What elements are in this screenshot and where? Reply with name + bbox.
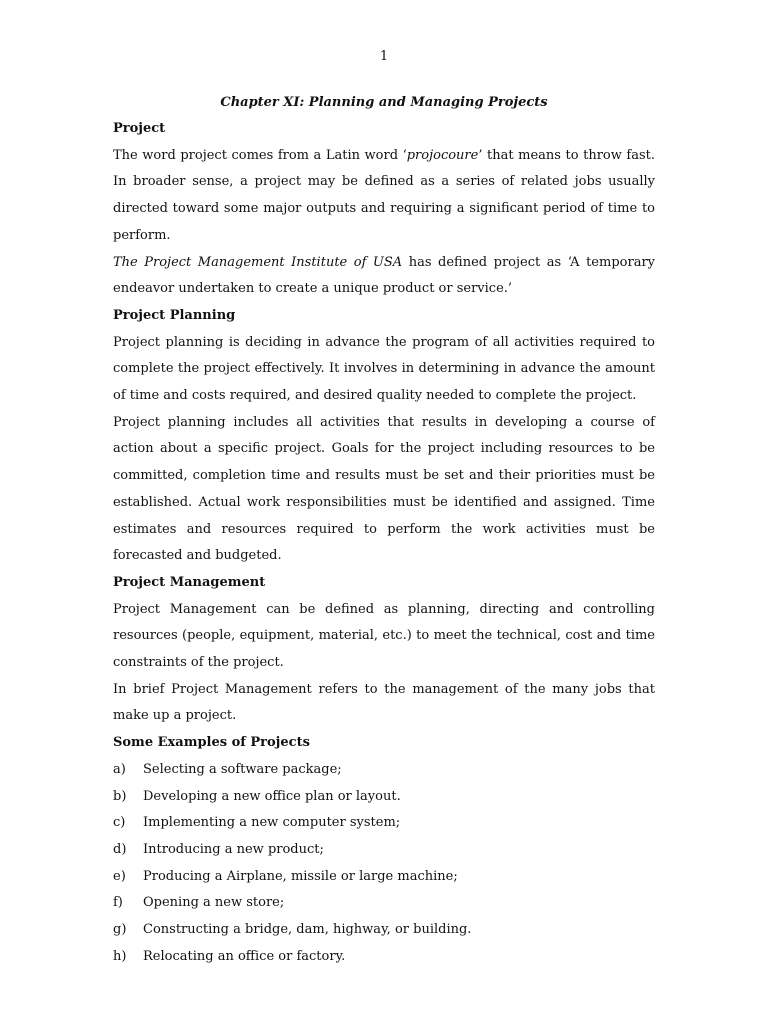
list-marker: h) bbox=[113, 948, 127, 964]
list-item bbox=[113, 837, 655, 864]
list-marker: c) bbox=[113, 815, 126, 831]
list-item-text: Selecting a software package; bbox=[143, 761, 342, 777]
page-number: 1 bbox=[379, 49, 389, 64]
project-paragraph-1 bbox=[113, 143, 655, 250]
section-heading-examples: Some Examples of Projects bbox=[113, 735, 310, 751]
chapter-title: Chapter XI: Planning and Managing Projects bbox=[220, 95, 548, 110]
management-paragraph-1: Project Management can be defined as planning, directing and controlling resources (people, equipment, material, etc.) to meet the technical, cost and time constraints of the project. bbox=[113, 601, 655, 671]
examples-list bbox=[113, 757, 655, 971]
list-item-text: Introducing a new product; bbox=[143, 841, 324, 857]
list-item bbox=[113, 864, 655, 891]
list-item-text: Developing a new office plan or layout. bbox=[143, 788, 401, 804]
list-item-text: Producing a Airplane, missile or large machine; bbox=[143, 868, 458, 884]
list-item-text: Constructing a bridge, dam, highway, or building. bbox=[143, 922, 472, 938]
list-item-text: Relocating an office or factory. bbox=[143, 948, 346, 964]
list-item bbox=[113, 784, 655, 811]
list-marker: e) bbox=[113, 868, 126, 884]
document-body bbox=[113, 116, 655, 971]
text-run: The word project comes from a Latin word ‘ bbox=[113, 147, 407, 163]
list-marker: g) bbox=[113, 922, 127, 938]
text-run: ’ that means to throw fast. In broader sense, a project may be defined as a series of related jobs usually directed toward some major outputs and requiring a significant period of time to perform. bbox=[113, 147, 655, 243]
planning-paragraph-2: Project planning includes all activities that results in developing a course of action about a specific project. Goals for the project including resources to be committed, completion time and results must be set and their priorities must be established. Actual work responsibilities must be identified and assigned. Time estimates and resources required to perform the work activities must be forecasted and budgeted. bbox=[113, 414, 655, 564]
section-heading-project: Project bbox=[113, 121, 166, 136]
list-marker: f) bbox=[113, 895, 123, 911]
list-item bbox=[113, 810, 655, 837]
management-paragraph-2: In brief Project Management refers to the management of the many jobs that make up a project. bbox=[113, 681, 655, 724]
list-item-text: Opening a new store; bbox=[143, 895, 285, 911]
latin-word: projocoure bbox=[406, 147, 479, 163]
section-heading-project-planning: Project Planning bbox=[113, 307, 236, 323]
list-item bbox=[113, 890, 655, 917]
list-item bbox=[113, 917, 655, 944]
text-run: has defined project as ‘A temporary endeavor undertaken to create a unique product or service.’ bbox=[113, 254, 656, 297]
list-marker: d) bbox=[113, 841, 127, 857]
project-paragraph-2 bbox=[113, 250, 655, 303]
institute-name: The Project Management Institute of USA bbox=[113, 254, 403, 270]
list-marker: b) bbox=[113, 788, 127, 804]
list-item-text: Implementing a new computer system; bbox=[143, 815, 401, 831]
planning-paragraph-1: Project planning is deciding in advance the program of all activities required to complete the project effectively. It involves in determining in advance the amount of time and costs required, and desired quality needed to complete the project. bbox=[113, 334, 655, 404]
list-item bbox=[113, 757, 655, 784]
list-item bbox=[113, 944, 655, 971]
section-heading-project-management: Project Management bbox=[113, 574, 266, 590]
list-marker: a) bbox=[113, 761, 126, 777]
